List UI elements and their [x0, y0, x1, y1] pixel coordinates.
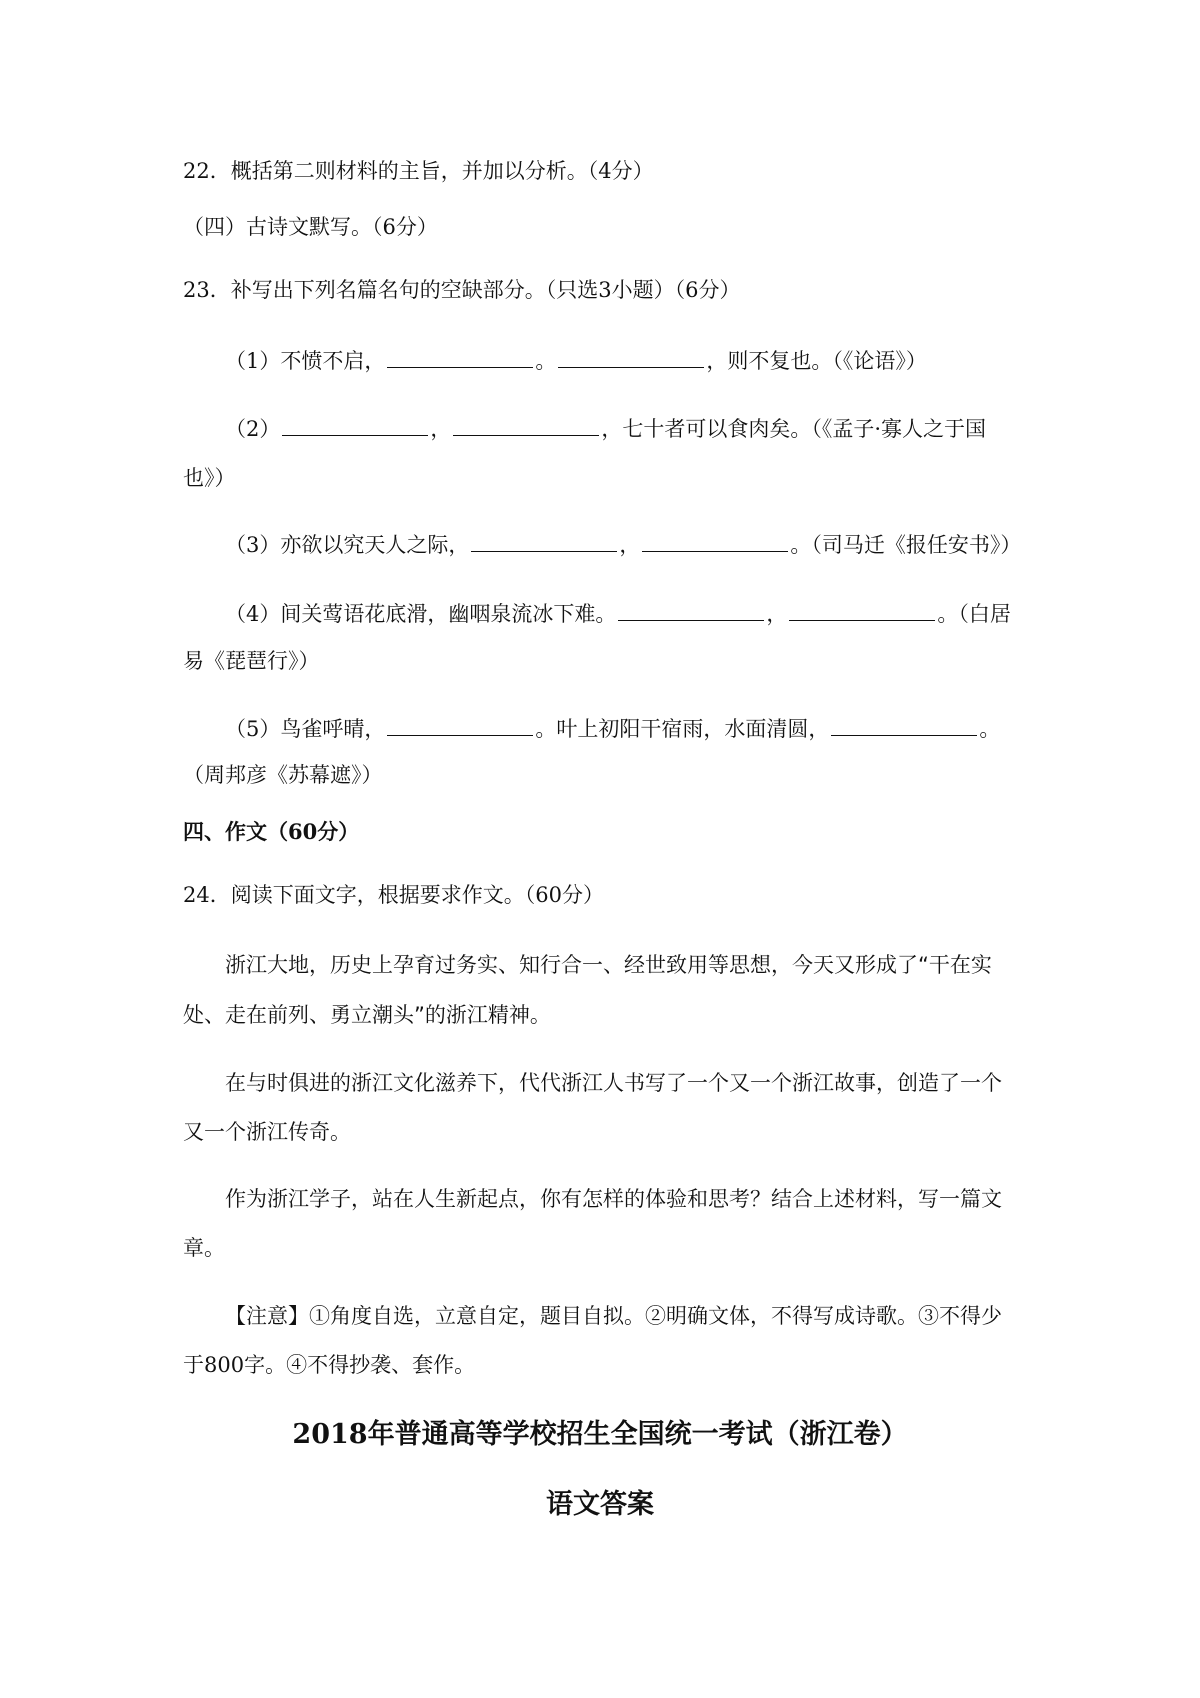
essay-material-para-1-cont: 处、走在前列、勇立潮头”的浙江精神。 [183, 1003, 551, 1027]
fill-blank [453, 413, 599, 436]
answer-subtitle: 语文答案 [546, 1489, 654, 1520]
fill-blank [471, 529, 617, 552]
answer-title: 2018年普通高等学校招生全国统一考试（浙江卷） [292, 1419, 908, 1450]
question-23-item-4-cont: 易《琵琶行》） [183, 649, 320, 673]
essay-requirements: 【注意】①角度自选，立意自定，题目自拟。②明确文体，不得写成诗歌。③不得少 [225, 1304, 1002, 1328]
fill-blank [789, 598, 935, 621]
question-23-item-3: （3）亦欲以究天人之际， ， 。（司马迁《报任安书》） [225, 529, 1065, 560]
question-23-item-5: （5）鸟雀呼晴， 。叶上初阳干宿雨，水面清圆， 。 [225, 713, 1065, 744]
fill-blank [831, 713, 977, 736]
question-22: 22．概括第二则材料的主旨，并加以分析。（4分） [183, 159, 654, 183]
essay-requirements-cont: 于800字。④不得抄袭、套作。 [183, 1353, 476, 1377]
fill-blank [618, 598, 764, 621]
fill-blank [558, 345, 704, 368]
question-23-item-5-cont: （周邦彦《苏幕遮》） [183, 763, 383, 787]
question-23: 23．补写出下列名篇名句的空缺部分。（只选3小题）（6分） [183, 278, 741, 302]
essay-material-para-2-cont: 又一个浙江传奇。 [183, 1120, 351, 1144]
question-23-item-4: （4）间关莺语花底滑，幽咽泉流冰下难。 ， 。（白居 [225, 598, 1065, 629]
fill-blank [387, 345, 533, 368]
fill-blank [387, 713, 533, 736]
question-23-item-2: （2） ， ，七十者可以食肉矣。（《孟子·寡人之于国 [225, 413, 1065, 444]
question-23-item-1: （1）不愤不启， 。 ，则不复也。（《论语》） [225, 345, 1065, 376]
fill-blank [642, 529, 788, 552]
fill-blank [282, 413, 428, 436]
question-24: 24．阅读下面文字，根据要求作文。（60分） [183, 883, 604, 907]
section-heading-recitation: （四）古诗文默写。（6分） [183, 215, 438, 239]
section-heading-essay: 四、作文（60分） [183, 819, 360, 844]
essay-material-para-1: 浙江大地，历史上孕育过务实、知行合一、经世致用等思想，今天又形成了“干在实 [225, 953, 992, 977]
essay-prompt-cont: 章。 [183, 1236, 225, 1260]
essay-material-para-2: 在与时俱进的浙江文化滋养下，代代浙江人书写了一个又一个浙江故事，创造了一个 [225, 1071, 1002, 1095]
question-23-item-2-cont: 也》） [183, 466, 236, 490]
essay-prompt: 作为浙江学子，站在人生新起点，你有怎样的体验和思考？结合上述材料，写一篇文 [225, 1187, 1002, 1211]
